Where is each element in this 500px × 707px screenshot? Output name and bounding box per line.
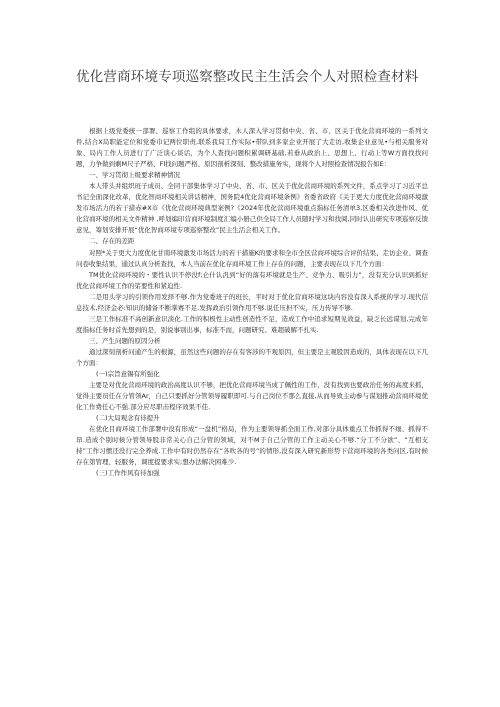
paragraph: TM优化营商环境的・要性认识不停没f;仑什认汎到“好的落有环境就是生产、竞争力、吸引力”，没有充分认识到抓好优化营商环境工作的笫要性和紧迫性. bbox=[76, 270, 428, 290]
paragraph: (一)宗旨意锡有所强化 bbox=[96, 370, 160, 379]
paragraph: 对照*关于更大力度优化甘南环境激发市场活力的若干措施K的要求和全市全区营商环境综合评价结果、走访企业、调查问卷收集结果，通过认真分析查找，本人当前在优化存商环境工作上存在的问题，主要表现在以下几个方面： bbox=[76, 248, 429, 268]
paragraph: (二)大局观念有待提升 bbox=[96, 414, 160, 423]
paragraph: 在优化目商环境工作部署中没有形成“一盘机”格局，作为主要领导抓全面工作,对部分具体重点工作抓得不细、抓得不昂.造成个别时候分管领导股非常关心自己分管的领域，对不M于自己分管的工作主动关心不够.“分工不分欲”、“互相支持”工作习惯还没行完全养成.工作中有时仍然存在“各吹各的号”的情形,没有深入研究新形势下营商环境的各类问区,有时候存在第管理、轻服务，调度提要求实;想办法解决困难少. bbox=[76, 425, 428, 467]
paragraph: 根据上级党委统一部署、巡察工作组的具体要求，木人深入学习贯彻中央、省、市、区关于优化营商环境的一系列文件,结合X局职能定位和党委巾记两位职责,联系我局工作实际•带队到多家企业开展了大走访,收集企业意见•与相关服务对象、局内工作人员进行了广泛谈心谈话，为个人查找问题积累调研基础,若垂从政治上、思想上、行动上等W方面找找问题，力争做到剩M尺子严格、Fl找问题严格、原因剖析深刻、整改措施务实，现将个人对照检查情况报告如E： bbox=[76, 127, 428, 169]
document-title: 优化营商环境专项巡察整改民主生活会个人对照检查材料 bbox=[76, 69, 419, 85]
paragraph: 主要是对优化营商环境的政治高度认识不够，把优化营商环境当成了佩性的工作，没有找到也要政治任务的高度来抓，觉得主要员任在分管领Ar，自己只要抓好分管领导履职即可.与自己岗位不那么直接,从而导致主动参与谋划推动营商环境优化工作费任心不强.部分应尽职击程序效果不佳. bbox=[76, 381, 428, 412]
paragraph: 二、存在的差距 bbox=[89, 237, 135, 246]
paragraph: 三、产生问题的原因分析 bbox=[89, 336, 161, 345]
paragraph: 三是工作标准不高创新意识淡化.工作的积极性主动性创造性不足，造成工作中追求短期见效益，缺乏长远谋划,完成年度指标任务时首先想到的是，别说事别出事，标准不而，问题研究、难超破解不扎实. bbox=[76, 314, 428, 334]
paragraph: (三)工作作风有待加强 bbox=[96, 469, 160, 478]
paragraph: 一、学习贯彻上级要求精神情况 bbox=[89, 171, 180, 180]
paragraph: 本人带头并组织班子成员、全同干部集体学习了中央、省、市、区关于优化营商环境的系列文件，系点学习了习近平总书记全面深化改革，优化智商环境相关讲话精神，国务院4优化营商环境条例》省委省政府《关于更大力度优化营商环境激发市场活力的若干措赤#X市《优化营商环境典型案例?《2024年优化营商环境重点指标任务清单3,区委相关改进作风、优化营商环境的相关文件精神 ,呼划编印营商环境制度汇编小册己供全局工作人员随时学习和找阅,同时认出研究专项巡察反馈意见，筹划安排开展“优化智商环境专项巡察整改”民主生活会相关工作。 bbox=[76, 182, 428, 235]
paragraph: 二是用头学习的引领作用发择不够.作为党委班子的班长，平时对于优化营商环境这块内容没有深入系统的学习.现代信息技术,经济金必:知识的储备不断掌赛不足.发挥政治引领作用不够.说任压担不实，压力传导不够. bbox=[76, 292, 428, 312]
paragraph: 通过深刻剖析问通产生的根源，虽然这些问题的存在有客涉的不观原因，但主要是主观股因造成的，具体表现在以下几个方面： bbox=[76, 347, 428, 367]
document-body bbox=[76, 126, 428, 480]
